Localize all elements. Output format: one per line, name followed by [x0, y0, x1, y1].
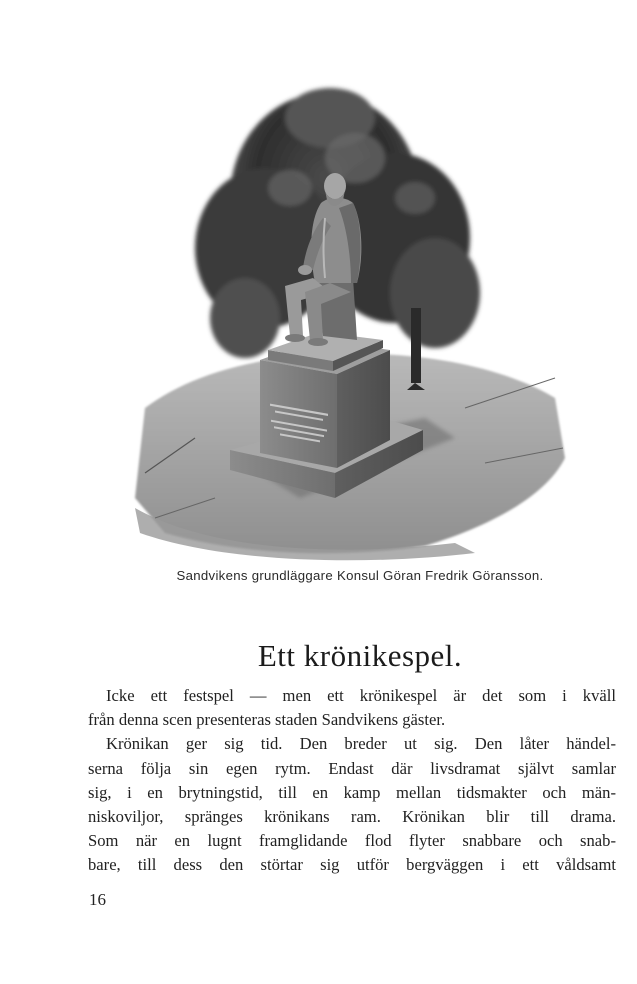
- text-line: Som när en lugnt framglidande flod flyter snabbare och snab-: [88, 831, 616, 851]
- text-line: bare, till dess den störtar sig utför bergväggen i ett våldsamt: [88, 855, 616, 875]
- statue-photograph: [125, 78, 570, 563]
- text-line: niskoviljor, spränges krönikans ram. Krönikan blir till drama.: [88, 807, 616, 827]
- text-line: sig, i en brytningstid, till en kamp mellan tidsmakter och män-: [88, 782, 616, 802]
- body-text: [88, 684, 616, 878]
- chapter-heading: Ett krönikespel.: [257, 638, 463, 673]
- text-line: Icke ett festspel — men ett krönikespel är det som i kväll: [106, 686, 616, 705]
- text-line: från denna scen presenteras staden Sandvikens gäster.: [88, 710, 446, 730]
- page-number: 16: [89, 890, 106, 909]
- photo-caption: Sandvikens grundläggare Konsul Göran Fredrik Göransson.: [176, 568, 544, 583]
- statue-photo-drawing: [125, 78, 570, 563]
- text-line: Krönikan ger sig tid. Den breder ut sig. Den låter händel-: [106, 734, 616, 754]
- tree-trunk: [411, 308, 421, 383]
- text-line: serna följa sin egen rytm. Endast där livsdramat självt samlar: [88, 758, 616, 778]
